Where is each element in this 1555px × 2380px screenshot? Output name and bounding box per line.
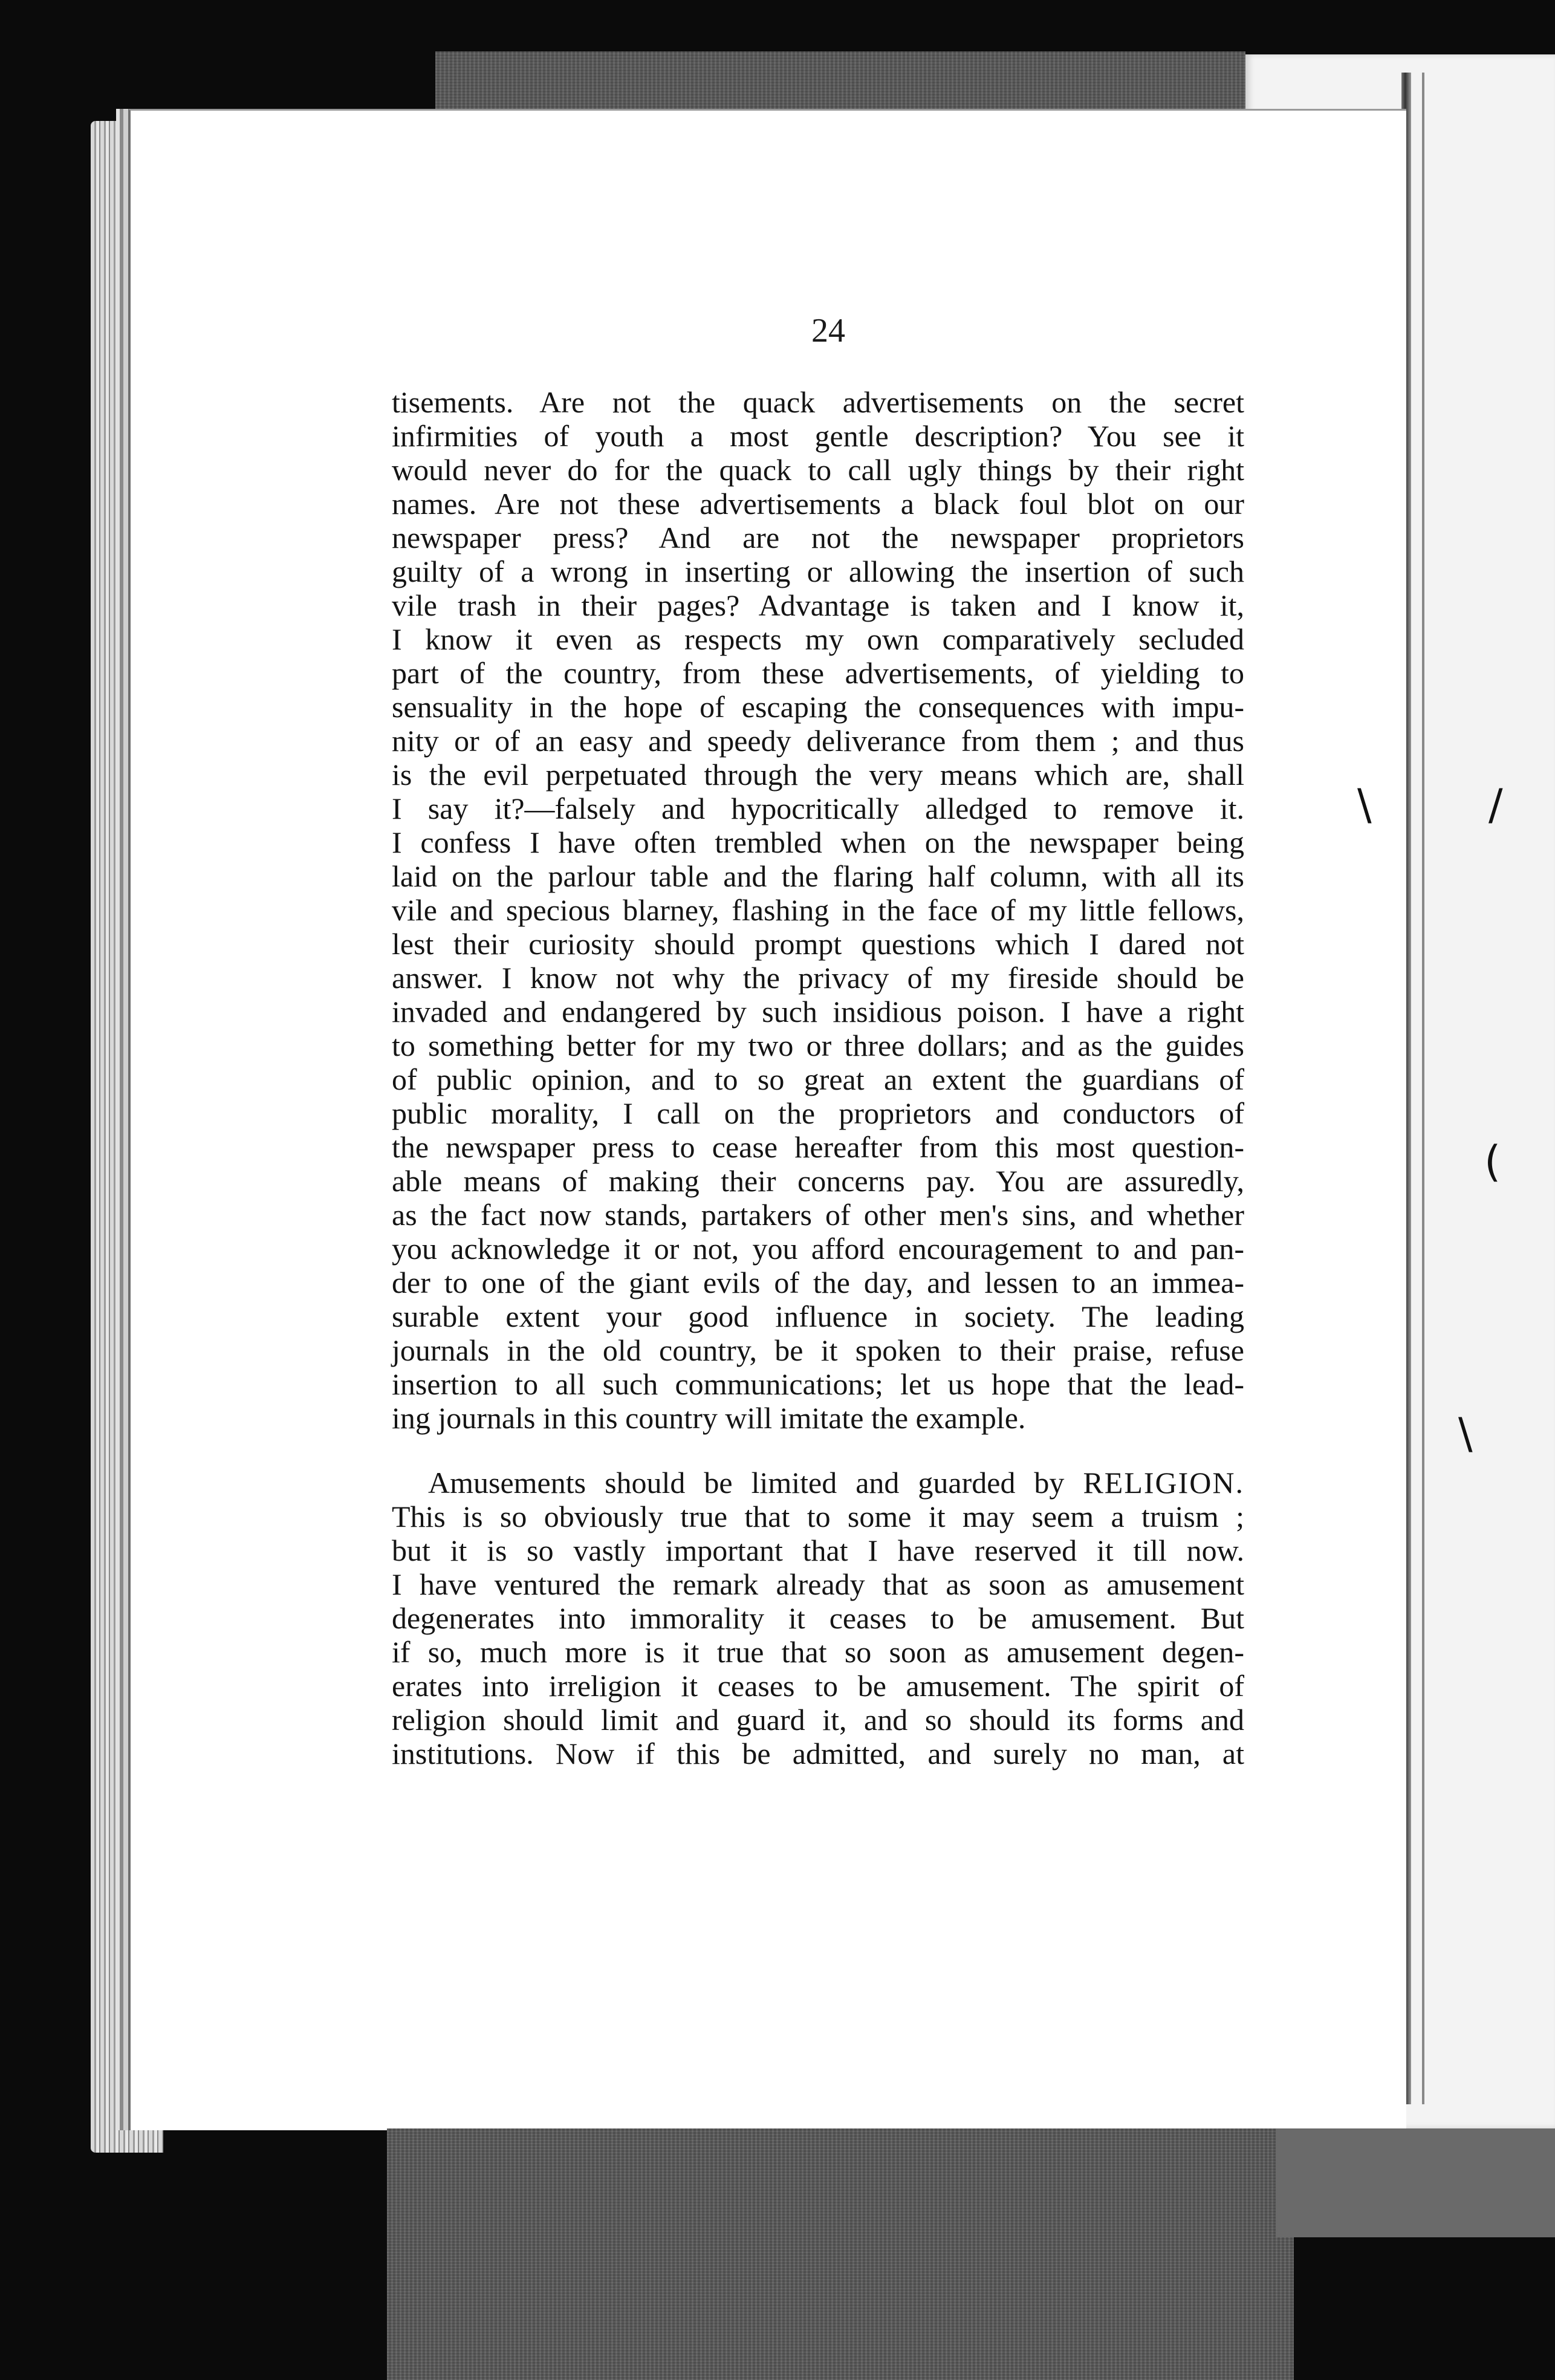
text-line: you acknowledge it or not, you afford encouragement to and pan-	[392, 1232, 1244, 1266]
text-line: part of the country, from these advertisements, of yielding to	[392, 656, 1244, 690]
text-line: I say it?—falsely and hypocritically alledged to remove it.	[392, 792, 1244, 825]
text-line: the newspaper press to cease hereafter from this most question-	[392, 1130, 1244, 1164]
text-line: but it is so vastly important that I have reserved it till now.	[392, 1533, 1244, 1567]
text-line: as the fact now stands, partakers of other men's sins, and whether	[392, 1198, 1244, 1232]
text-line: infirmities of youth a most gentle description? You see it	[392, 419, 1244, 453]
binding-gutter-line	[1422, 73, 1424, 2104]
text-line: nity or of an easy and speedy deliverance from them ; and thus	[392, 724, 1244, 758]
text-line: is the evil perpetuated through the very means which are, shall	[392, 758, 1244, 792]
margin-mark: (	[1484, 1137, 1501, 1186]
text-line: religion should limit and guard it, and so should its forms and	[392, 1703, 1244, 1737]
paragraph-religion	[392, 1466, 1244, 1770]
margin-mark: /	[1488, 780, 1503, 830]
text-line	[392, 1466, 1244, 1500]
text-line: answer. I know not why the privacy of my fireside should be	[392, 961, 1244, 995]
text-line: of public opinion, and to so great an extent the guardians of	[392, 1062, 1244, 1096]
text-line: able means of making their concerns pay. You are assuredly,	[392, 1164, 1244, 1198]
text-line: This is so obviously true that to some it may seem a truism ;	[392, 1500, 1244, 1533]
text-line-start: Amusements should be limited and guarded by	[428, 1466, 1083, 1500]
text-line: ing journals in this country will imitate the example.	[392, 1401, 1026, 1435]
paragraph-advertisements	[392, 385, 1244, 1435]
text-line: erates into irreligion it ceases to be amusement. The spirit of	[392, 1669, 1244, 1703]
margin-mark: \	[1357, 780, 1372, 830]
text-line: invaded and endangered by such insidious poison. I have a right	[392, 995, 1244, 1029]
text-line: I have ventured the remark already that as soon as amusement	[392, 1567, 1244, 1601]
text-line: newspaper press? And are not the newspaper proprietors	[392, 521, 1244, 554]
text-line: lest their curiosity should prompt questions which I dared not	[392, 927, 1244, 961]
text-line: institutions. Now if this be admitted, and surely no man, at	[392, 1737, 1244, 1770]
text-line: names. Are not these advertisements a black foul blot on our	[392, 487, 1244, 521]
margin-mark: \	[1458, 1409, 1473, 1458]
text-line: vile trash in their pages? Advantage is taken and I know it,	[392, 588, 1244, 622]
text-line: if so, much more is it true that so soon as amusement degen-	[392, 1635, 1244, 1669]
text-line: insertion to all such communications; let us hope that the lead-	[392, 1367, 1244, 1401]
page-number: 24	[811, 312, 845, 350]
text-line: I know it even as respects my own comparatively secluded	[392, 622, 1244, 656]
text-line: public morality, I call on the proprietors and conductors of	[392, 1096, 1244, 1130]
text-line: surable extent your good influence in society. The leading	[392, 1299, 1244, 1333]
text-line: tisements. Are not the quack advertisements on the secret	[392, 385, 1244, 419]
text-line: der to one of the giant evils of the day, and lessen to an immea-	[392, 1266, 1244, 1299]
text-line: degenerates into immorality it ceases to be amusement. But	[392, 1601, 1244, 1635]
text-line: would never do for the quack to call ugly things by their right	[392, 453, 1244, 487]
text-line: guilty of a wrong in inserting or allowing the insertion of such	[392, 554, 1244, 588]
text-line: journals in the old country, be it spoken to their praise, refuse	[392, 1333, 1244, 1367]
text-line: to something better for my two or three dollars; and as the guides	[392, 1029, 1244, 1062]
scanner-strip-bottom	[387, 2128, 1294, 2380]
text-line: sensuality in the hope of escaping the consequences with impu-	[392, 690, 1244, 724]
religion-smallcaps: RELIGION.	[1083, 1466, 1244, 1500]
scanner-strip-bottom-right	[1276, 2128, 1555, 2237]
text-line: laid on the parlour table and the flaring half column, with all its	[392, 859, 1244, 893]
text-line: vile and specious blarney, flashing in the face of my little fellows,	[392, 893, 1244, 927]
text-line: I confess I have often trembled when on the newspaper being	[392, 825, 1244, 859]
